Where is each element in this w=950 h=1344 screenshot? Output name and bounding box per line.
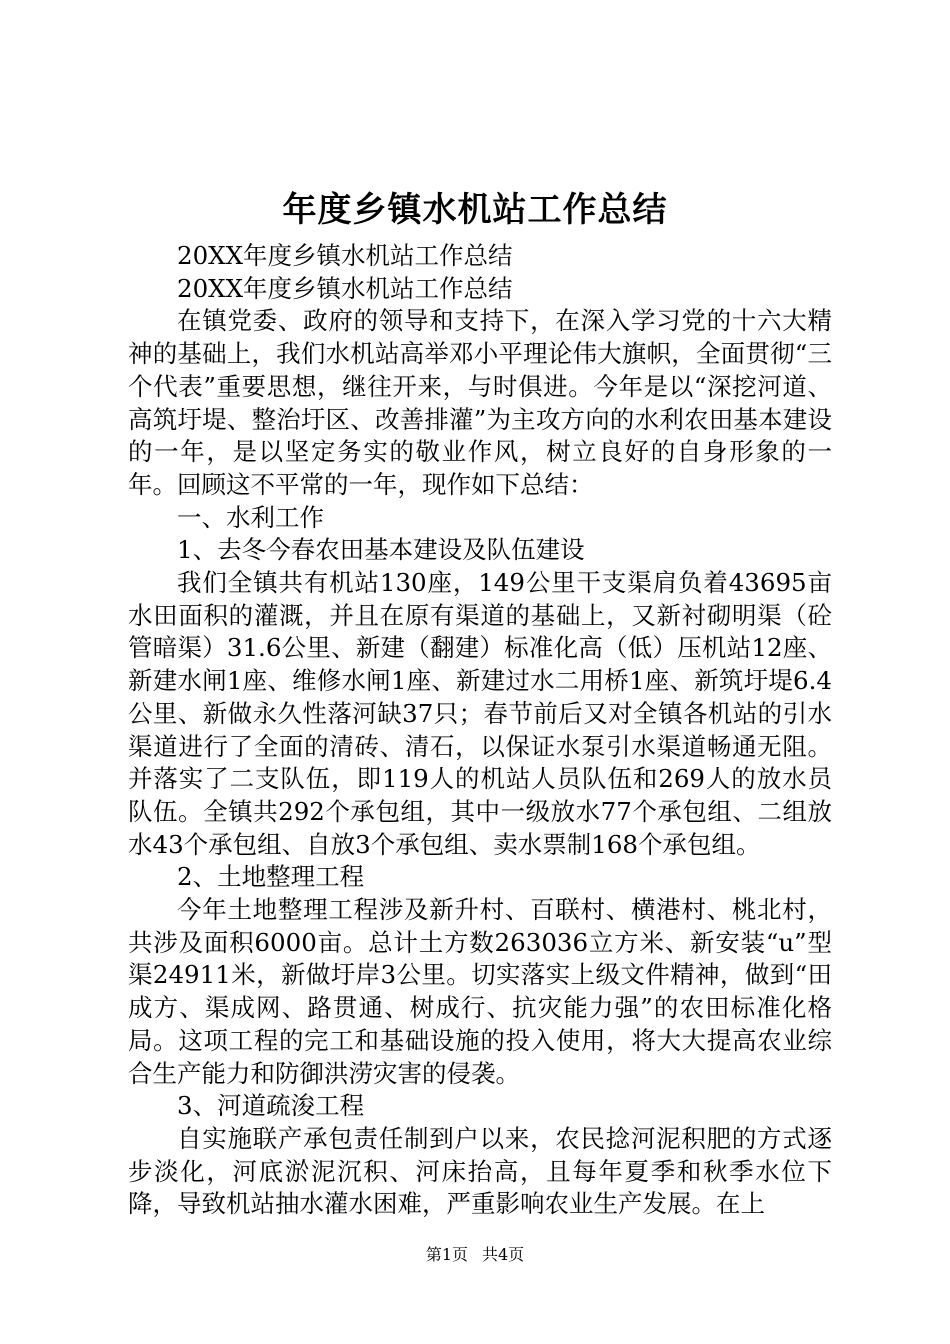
intro-paragraph: 在镇党委、政府的领导和支持下，在深入学习党的十六大精神的基础上，我们水机站高举邓小平理论伟大旗帜，全面贯彻“三个代表”重要思想，继往开来，与时俱进。今年是以“深挖河道、高筑圩堤、整治圩区、改善排灌”为主攻方向的水利农田基本建设的一年，是以坚定务实的敬业作风，树立良好的自身形象的一年。回顾这不平常的一年，现作如下总结：	[128, 306, 832, 499]
subtitle-line: 20XX年度乡镇水机站工作总结	[177, 241, 513, 270]
subtitle-line: 20XX年度乡镇水机站工作总结	[177, 273, 513, 303]
subsection-heading: 1、去冬今春农田基本建设及队伍建设	[177, 535, 585, 565]
body-paragraph: 今年土地整理工程涉及新升村、百联村、横港村、桃北村，共涉及面积6000亩。总计土方数263036立方米、新安装“u”型渠24911米，新做圩岸3公里。切实落实上级文件精神，做到“田成方、渠成网、路贯通、树成行、抗灾能力强”的农田标准化格局。这项工程的完工和基础设施的投入使用，将大大提高农业综合生产能力和防御洪涝灾害的侵袭。	[128, 895, 832, 1088]
subsection-heading: 2、土地整理工程	[177, 862, 365, 892]
page-total: 共4页	[482, 1245, 525, 1264]
document-title: 年度乡镇水机站工作总结	[282, 190, 668, 230]
body-paragraph: 我们全镇共有机站130座，149公里干支渠肩负着43695亩水田面积的灌溉，并且在原有渠道的基础上，又新衬砌明渠（砼管暗渠）31.6公里、新建（翻建）标准化高（低）压机站12座、新建水闸1座、维修水闸1座、新建过水二用桥1座、新筑圩堤6.4公里、新做永久性落河缺37只；春节前后又对全镇各机站的引水渠道进行了全面的清砖、清石，以保证水泵引水渠道畅通无阻。并落实了二支队伍，即119人的机站人员队伍和269人的放水员队伍。全镇共292个承包组，其中一级放水77个承包组、二组放水43个承包组、自放3个承包组、卖水票制168个承包组。	[128, 568, 832, 859]
page-number: 第1页	[425, 1245, 468, 1264]
subsection-heading: 3、河道疏浚工程	[177, 1091, 365, 1121]
body-paragraph: 自实施联产承包责任制到户以来，农民捻河泥积肥的方式逐步淡化，河底淤泥沉积、河床抬高，且每年夏季和秋季水位下降，导致机站抽水灌水困难，严重影响农业生产发展。在上	[128, 1123, 832, 1219]
page-footer	[0, 1244, 950, 1266]
section-heading: 一、水利工作	[177, 502, 324, 532]
document-body	[128, 240, 832, 1221]
